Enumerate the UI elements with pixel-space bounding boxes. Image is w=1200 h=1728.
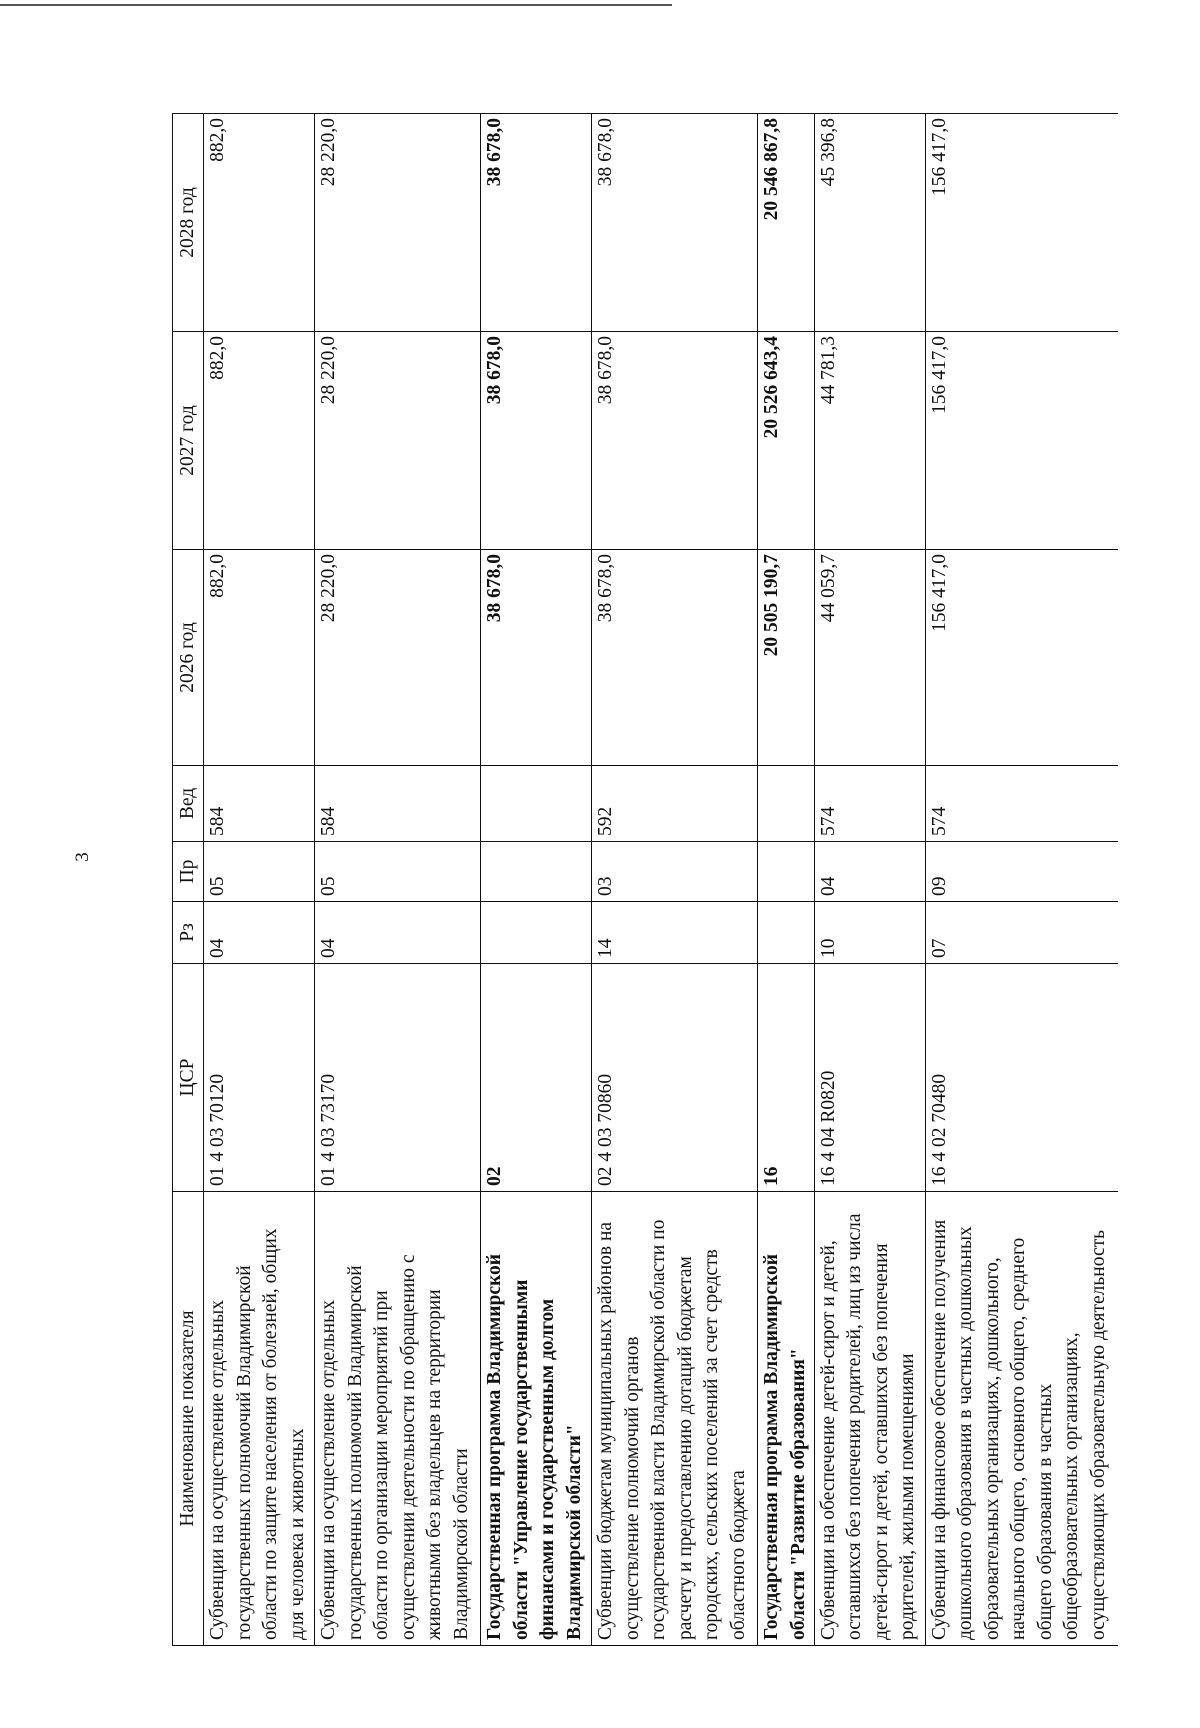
table-row [315, 114, 481, 1646]
row-pr: 05 [204, 842, 315, 902]
row-csr: 01 4 03 73170 [315, 964, 481, 1192]
header-2026: 2026 год [173, 550, 204, 766]
row-rz: 07 [925, 902, 1118, 964]
header-csr: ЦСР [173, 964, 204, 1192]
row-name: Государственная программа Владимирской области "Развитие образования" [758, 1192, 815, 1646]
row-ved: 574 [925, 766, 1118, 842]
row-name: Субвенции на обеспечение детей-сирот и детей, оставшихся без попечения родителей, лиц из числа детей-сирот и детей, оставшихся без попечения родителей, жилыми помещениями [814, 1192, 925, 1646]
row-pr [758, 842, 815, 902]
row-csr: 16 4 02 70480 [925, 964, 1118, 1192]
header-pr: Пр [173, 842, 204, 902]
row-rz [481, 902, 592, 964]
row-2026: 38 678,0 [592, 550, 758, 766]
row-ved [481, 766, 592, 842]
row-2027: 44 781,3 [814, 332, 925, 550]
row-csr: 16 [758, 964, 815, 1192]
row-rz: 14 [592, 902, 758, 964]
row-2027: 38 678,0 [481, 332, 592, 550]
row-2028: 156 417,0 [925, 114, 1118, 332]
row-pr: 04 [814, 842, 925, 902]
row-2027: 20 526 643,4 [758, 332, 815, 550]
row-2028: 38 678,0 [592, 114, 758, 332]
header-rz: Рз [173, 902, 204, 964]
row-name: Субвенции на осуществление отдельных государственных полномочий Владимирской области по защите населения от болезней, общих для человека и животных [204, 1192, 315, 1646]
row-ved: 574 [814, 766, 925, 842]
row-2027: 882,0 [204, 332, 315, 550]
row-name: Субвенции бюджетам муниципальных районов на осуществление полномочий органов государственной власти Владимирской области по расчету и предоставлению дотаций бюджетам городских, сельских поселений за счет средств областного бюджета [592, 1192, 758, 1646]
row-rz [758, 902, 815, 964]
row-2028: 45 396,8 [814, 114, 925, 332]
table-header-row [173, 114, 204, 1646]
row-2028: 882,0 [204, 114, 315, 332]
budget-table [172, 113, 1118, 1646]
row-csr: 16 4 04 R0820 [814, 964, 925, 1192]
row-2027: 28 220,0 [315, 332, 481, 550]
row-2028: 20 546 867,8 [758, 114, 815, 332]
header-ved: Вед [173, 766, 204, 842]
row-rz: 10 [814, 902, 925, 964]
row-pr: 09 [925, 842, 1118, 902]
header-2027: 2027 год [173, 332, 204, 550]
row-csr: 02 [481, 964, 592, 1192]
row-rz: 04 [315, 902, 481, 964]
row-2026: 44 059,7 [814, 550, 925, 766]
row-csr: 02 4 03 70860 [592, 964, 758, 1192]
header-name: Наименование показателя [173, 1192, 204, 1646]
table-row [592, 114, 758, 1646]
rotated-table-container [172, 114, 1118, 1646]
table-row [481, 114, 592, 1646]
row-ved: 584 [315, 766, 481, 842]
row-pr [481, 842, 592, 902]
row-rz: 04 [204, 902, 315, 964]
page-number: 3 [71, 852, 93, 862]
row-pr: 03 [592, 842, 758, 902]
row-2026: 20 505 190,7 [758, 550, 815, 766]
table-row [758, 114, 815, 1646]
row-2028: 28 220,0 [315, 114, 481, 332]
top-rule [0, 4, 672, 6]
row-ved: 592 [592, 766, 758, 842]
row-csr: 01 4 03 70120 [204, 964, 315, 1192]
row-pr: 05 [315, 842, 481, 902]
table-row [925, 114, 1118, 1646]
row-2027: 38 678,0 [592, 332, 758, 550]
row-name: Субвенции на осуществление отдельных государственных полномочий Владимирской области по организации мероприятий при осуществлении деятельности по обращению с животными без владельцев на территории Владимирской области [315, 1192, 481, 1646]
row-2028: 38 678,0 [481, 114, 592, 332]
row-2026: 882,0 [204, 550, 315, 766]
row-ved [758, 766, 815, 842]
row-ved: 584 [204, 766, 315, 842]
row-2026: 28 220,0 [315, 550, 481, 766]
header-2028: 2028 год [173, 114, 204, 332]
row-name: Субвенции на финансовое обеспечение получения дошкольного образования в частных дошкольных образовательных организациях, дошкольного, начального общего, основного общего, среднего общего образования в частных общеобразовательных организациях, осуществляющих образовательную деятельность [925, 1192, 1118, 1646]
table-row [814, 114, 925, 1646]
table-row [204, 114, 315, 1646]
row-name: Государственная программа Владимирской области "Управление государственными финансами и государственным долгом Владимирской области" [481, 1192, 592, 1646]
row-2026: 156 417,0 [925, 550, 1118, 766]
row-2026: 38 678,0 [481, 550, 592, 766]
row-2027: 156 417,0 [925, 332, 1118, 550]
